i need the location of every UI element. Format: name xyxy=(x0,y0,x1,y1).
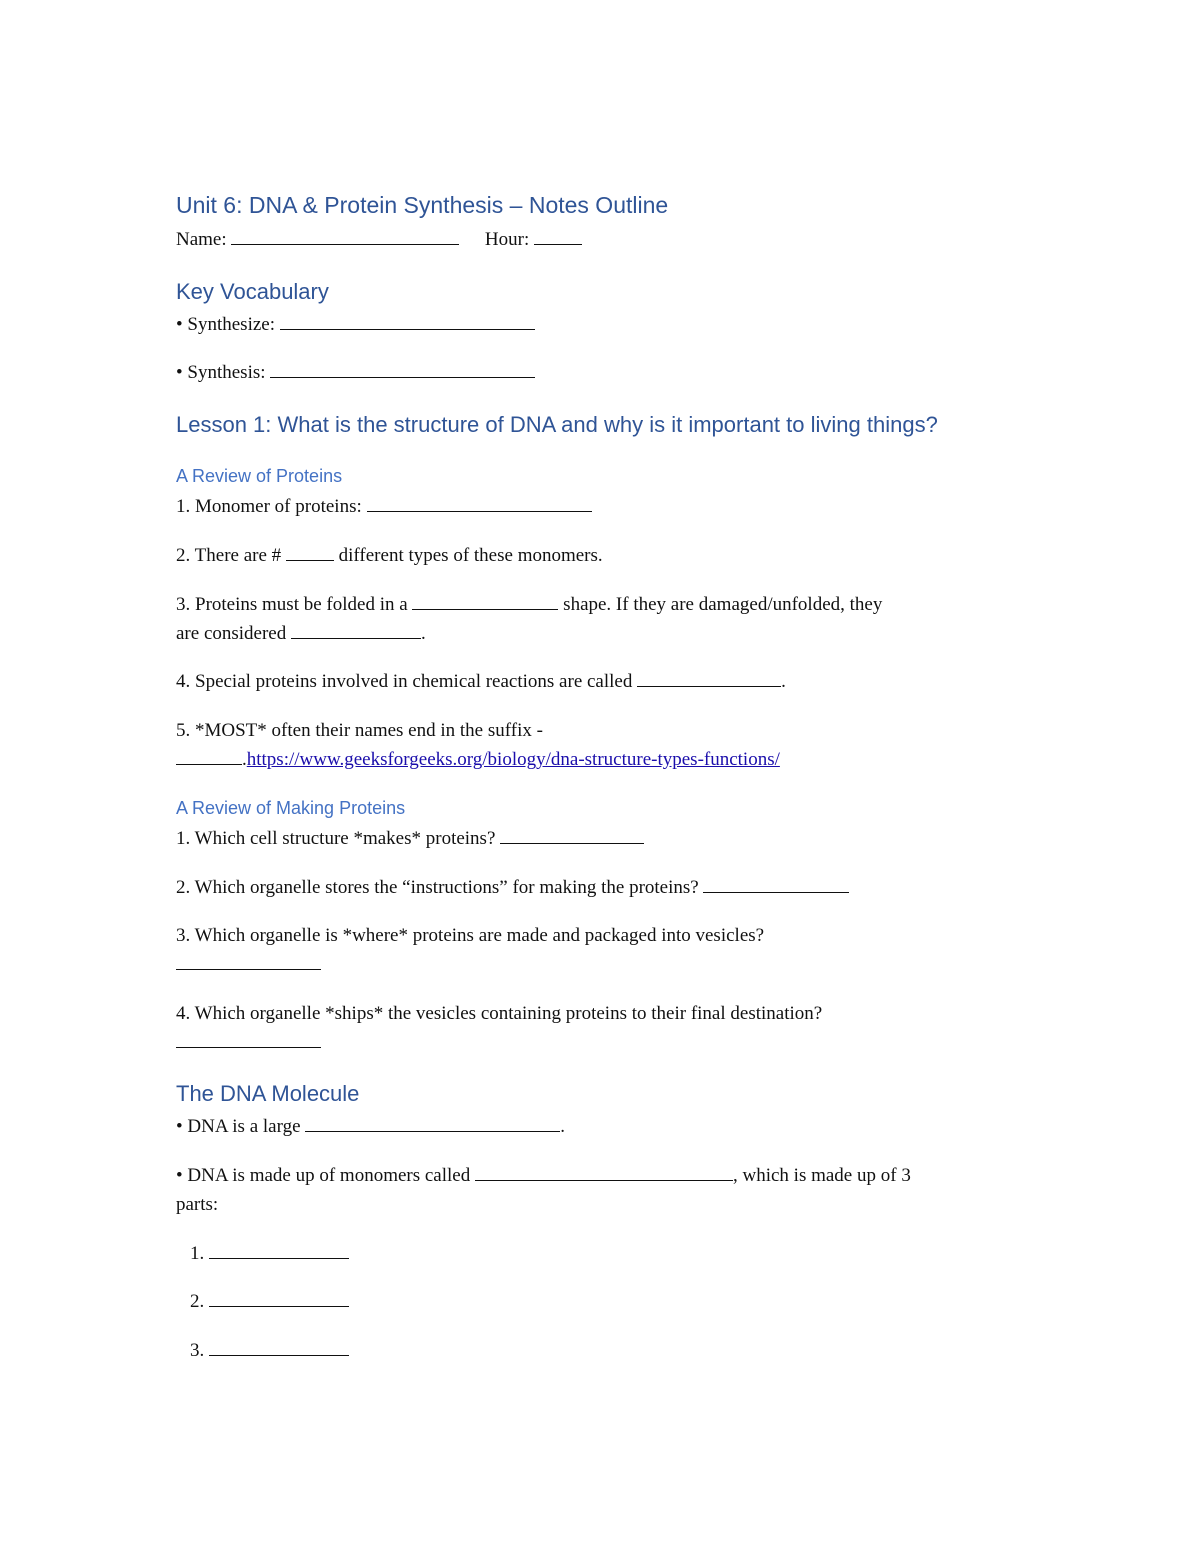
review-proteins-q5-line2 xyxy=(176,746,780,774)
review-making-q2 xyxy=(176,874,849,902)
answer-blank[interactable] xyxy=(305,1113,560,1132)
question-text: . xyxy=(560,1116,566,1137)
answer-blank[interactable] xyxy=(412,591,558,610)
question-text: 3. Proteins must be folded in a xyxy=(176,594,408,615)
answer-blank[interactable] xyxy=(209,1288,349,1307)
question-text: 2. There are # xyxy=(176,545,282,566)
dna-bullet-1 xyxy=(176,1113,565,1141)
question-text: . xyxy=(781,671,786,692)
review-proteins-q1 xyxy=(176,493,592,521)
vocab-blank[interactable] xyxy=(270,359,535,378)
review-proteins-q3 xyxy=(176,591,882,619)
question-text: . xyxy=(242,749,247,770)
answer-blank[interactable] xyxy=(176,951,321,970)
vocab-item-synthesize xyxy=(176,311,535,339)
dna-molecule-heading: The DNA Molecule xyxy=(176,1081,360,1106)
review-making-q1 xyxy=(176,825,644,853)
answer-blank[interactable] xyxy=(176,746,242,765)
answer-blank[interactable] xyxy=(291,620,421,639)
dna-bullet-2-line2: parts: xyxy=(176,1194,219,1215)
question-text: • DNA is made up of monomers called xyxy=(176,1165,471,1186)
answer-blank[interactable] xyxy=(703,874,849,893)
vocab-item-synthesis xyxy=(176,359,535,387)
hour-label: Hour: xyxy=(484,229,530,250)
answer-blank[interactable] xyxy=(637,668,781,687)
review-proteins-heading: A Review of Proteins xyxy=(176,466,343,486)
name-hour-line xyxy=(176,226,582,254)
page-title: Unit 6: DNA & Protein Synthesis – Notes Outline xyxy=(176,192,669,218)
dna-part-1 xyxy=(190,1240,349,1268)
question-text: • DNA is a large xyxy=(176,1116,301,1137)
question-text: 1. Which cell structure *makes* proteins? xyxy=(176,828,496,849)
vocab-blank[interactable] xyxy=(280,311,535,330)
answer-blank[interactable] xyxy=(209,1337,349,1356)
review-making-q4: 4. Which organelle *ships* the vesicles containing proteins to their final destination? xyxy=(176,1003,823,1024)
hour-blank[interactable] xyxy=(534,226,582,245)
question-text: shape. If they are damaged/unfolded, they xyxy=(563,594,883,615)
answer-blank[interactable] xyxy=(500,825,644,844)
answer-blank[interactable] xyxy=(176,1029,321,1048)
dna-part-2 xyxy=(190,1288,349,1316)
question-text: 2. Which organelle stores the “instructions” for making the proteins? xyxy=(176,877,699,898)
answer-blank[interactable] xyxy=(367,493,592,512)
answer-blank[interactable] xyxy=(475,1162,733,1181)
question-text: , which is made up of 3 xyxy=(732,1165,911,1186)
answer-blank[interactable] xyxy=(286,542,334,561)
question-text: are considered xyxy=(176,623,287,644)
vocab-term: • Synthesis: xyxy=(176,362,266,383)
vocab-term: • Synthesize: xyxy=(176,314,275,335)
name-blank[interactable] xyxy=(231,226,459,245)
name-label: Name: xyxy=(176,229,227,250)
question-text: . xyxy=(421,623,426,644)
review-making-q3-line2 xyxy=(176,951,321,979)
list-number: 1. xyxy=(190,1243,205,1264)
dna-part-3 xyxy=(190,1337,349,1365)
dna-bullet-2 xyxy=(176,1162,911,1190)
question-text: 1. Monomer of proteins: xyxy=(176,496,362,517)
list-number: 3. xyxy=(190,1340,205,1361)
list-number: 2. xyxy=(190,1291,205,1312)
review-proteins-q3-line2 xyxy=(176,620,426,648)
review-making-q3: 3. Which organelle is *where* proteins are made and packaged into vesicles? xyxy=(176,925,765,946)
review-proteins-q4 xyxy=(176,668,786,696)
review-proteins-q2 xyxy=(176,542,603,570)
lesson1-heading: Lesson 1: What is the structure of DNA and why is it important to living things? xyxy=(176,412,938,437)
review-proteins-q5: 5. *MOST* often their names end in the suffix - xyxy=(176,720,543,741)
question-text: different types of these monomers. xyxy=(338,545,603,566)
key-vocabulary-heading: Key Vocabulary xyxy=(176,279,329,304)
review-making-heading: A Review of Making Proteins xyxy=(176,798,406,818)
question-text: 4. Special proteins involved in chemical reactions are called xyxy=(176,671,633,692)
review-making-q4-line2 xyxy=(176,1029,321,1057)
reference-link[interactable]: https://www.geeksforgeeks.org/biology/dna-structure-types-functions/ xyxy=(246,749,780,770)
answer-blank[interactable] xyxy=(209,1240,349,1259)
